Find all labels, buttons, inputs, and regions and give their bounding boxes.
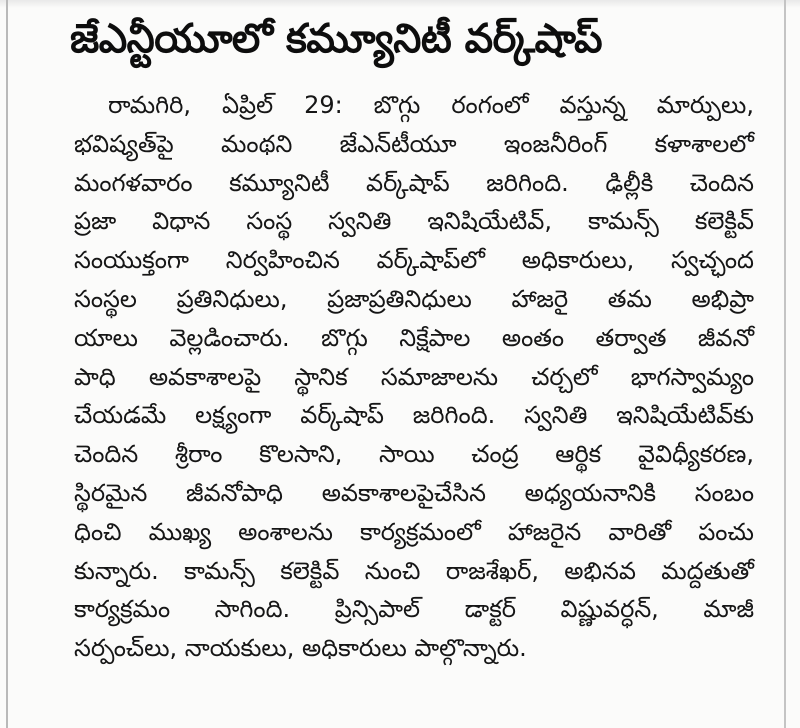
article-line: సంస్థల ప్రతినిధులు, ప్రజాప్రతినిధులు హాజరై తమ అభిప్రా xyxy=(74,284,754,313)
left-column-rule xyxy=(6,0,8,728)
right-column-rule xyxy=(784,0,786,728)
article-line: ప్రజా విధాన సంస్థ స్వనితి ఇనిషియేటివ్, కామన్స్ కలెక్టివ్ xyxy=(74,207,754,236)
article-line: స్థిరమైన జీవనోపాధి అవకాశాలపైచేసిన అధ్యయనానికి సంబం xyxy=(74,478,754,507)
article-line: పాధి అవకాశాలపై స్థానిక సమాజాలను చర్చలో భాగస్వామ్యం xyxy=(74,362,754,391)
article-line: యాలు వెల్లడించారు. బొగ్గు నిక్షేపాల అంతం తర్వాత జీవనో xyxy=(74,323,754,352)
article-line: ధించి ముఖ్య అంశాలను కార్యక్రమంలో హాజరైన వారితో పంచు xyxy=(74,517,754,546)
article-line: చేయడమే లక్ష్యంగా వర్క్‌షాప్ జరిగింది. స్వనితి ఇనిషియేటివ్‌కు xyxy=(74,401,754,430)
article-line: చెందిన శ్రీరాం కొలసాని, సాయి చంద్ర ఆర్థిక వైవిధ్యీకరణ, xyxy=(74,440,754,469)
article-line: రామగిరి, ఏప్రిల్ 29: బొగ్గు రంగంలో వస్తున్న మార్పులు, xyxy=(108,91,754,119)
article-line: సర్పంచ్‌లు, నాయకులు, అధికారులు పాల్గొన్నారు. xyxy=(74,634,527,663)
article-line: మంగళవారం కమ్యూనిటీ వర్క్‌షాప్ జరిగింది. ఢిల్లీకి చెందిన xyxy=(74,168,754,197)
article-line: సంయుక్తంగా నిర్వహించిన వర్క్‌షాప్‌లో అధికారులు, స్వచ్ఛంద xyxy=(74,246,754,275)
article-body xyxy=(74,86,754,668)
article-line: కార్యక్రమం సాగింది. ప్రిన్సిపాల్ డాక్టర్ విష్ణువర్ధన్, మాజీ xyxy=(74,595,754,624)
article-headline: జేఎన్టీయూలో కమ్యూనిటీ వర్క్‌షాప్ xyxy=(70,16,603,62)
article-line: భవిష్యత్‌పై మంథని జేఎన్‌టీయూ ఇంజనీరింగ్ కళాశాలలో xyxy=(74,129,754,158)
article-line: కున్నారు. కామన్స్ కలెక్టివ్ నుంచి రాజశేఖర్, అభినవ మద్దతుతో xyxy=(74,556,754,585)
